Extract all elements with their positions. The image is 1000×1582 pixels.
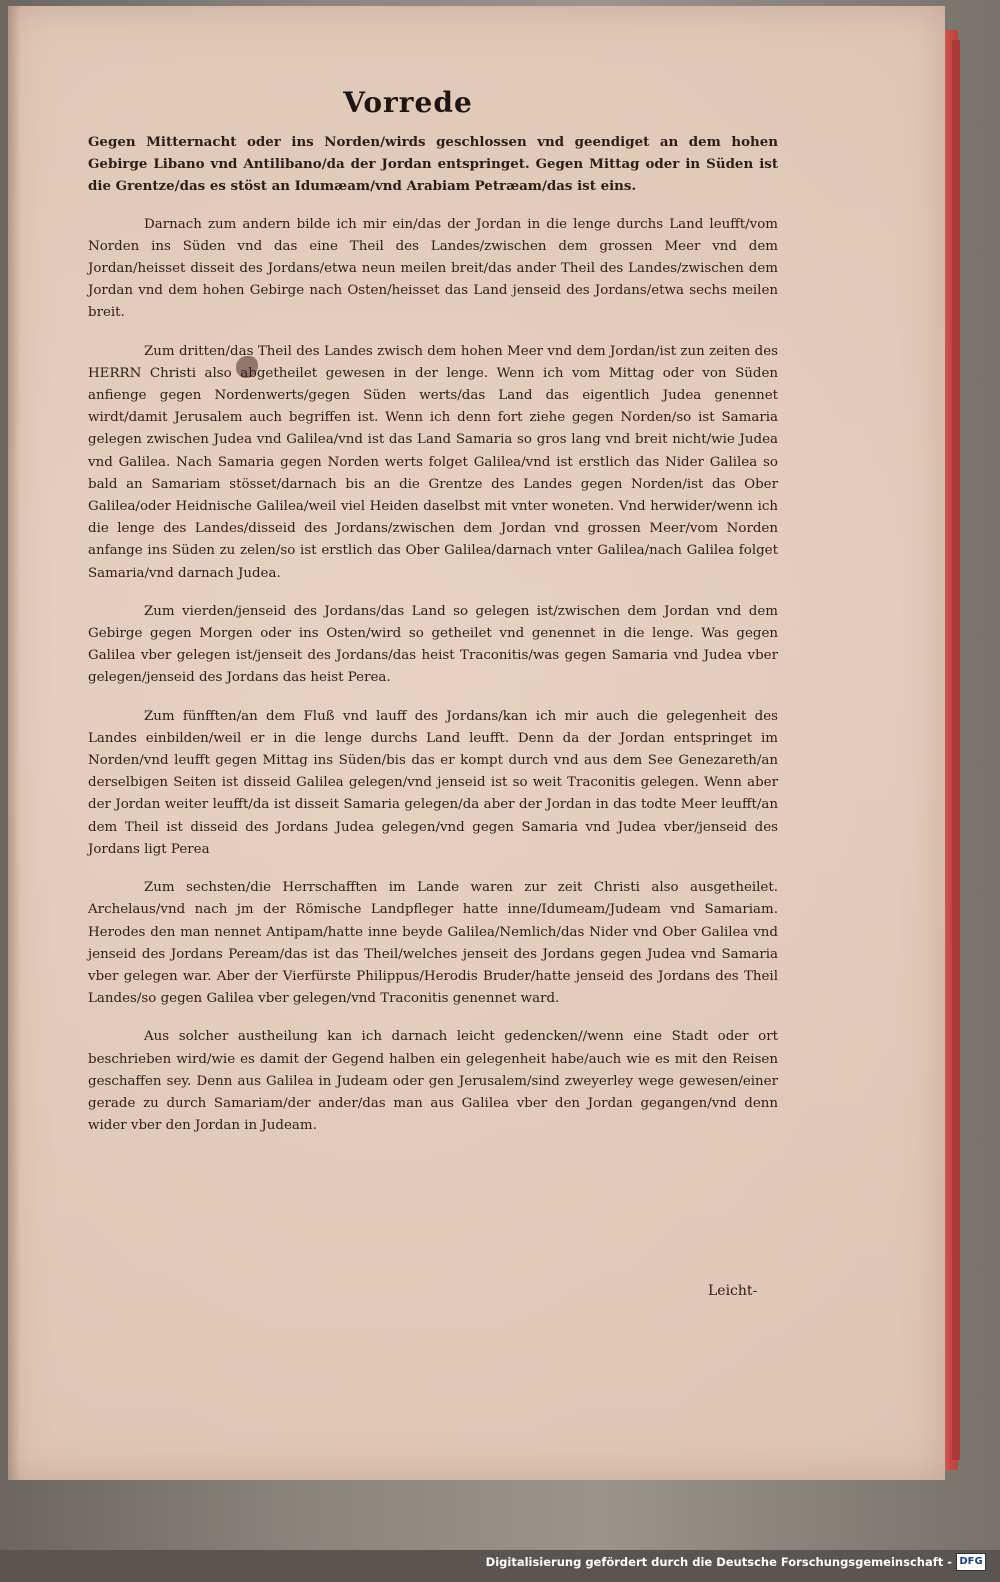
paragraph-fifth: Zum fünfften/an dem Fluß vnd lauff des Jordans/kan ich mir auch die gelegenheit des Landes einbilden/weil er in die lenge durchs Land leufft. Denn da der Jordan entspringet im Norden/vnd leufft gegen Mittag ins Süden/bis das er kompt durch vnd aus dem See Genezareth/an derselbigen Seiten ist disseid Galilea gelegen/vnd jenseid ist so weit Traconitis gelegen. Wenn aber der Jordan weiter leufft/da ist disseit Samaria gelegen/da aber der Jordan in das todte Meer leufft/an dem Theil ist disseid des Jordans Judea gelegen/vnd gegen Samaria vnd Judea vber/jenseid des Jordans ligt Perea (88, 708, 778, 857)
page-body (88, 131, 778, 1153)
paragraph-sixth: Zum sechsten/die Herrschafften im Lande waren zur zeit Christi also ausgetheilet. Archelaus/vnd nach jm der Römische Landpfleger hatte inne/Idumeam/Judeam vnd Samariam. Herodes den man nennet Antipam/hatte inne beyde Galilea/Nemlich/das Nider vnd Ober Galilea vnd jenseid des Jordans Peream/das ist das Theil/welches jenseit des Jordans gegen Judea vnd Samaria vber gelegen war. Aber der Vierfürste Philippus/Herodis Bruder/hatte jenseid des Jordans des Theil Landes/so gegen Galilea vber gelegen/vnd Traconitis genennet ward. (88, 880, 778, 1007)
dfg-credit: Digitalisierung gefördert durch die Deutsche Forschungsgemeinschaft - (485, 1555, 952, 1569)
paragraph-intro: Gegen Mitternacht oder ins Norden/wirds geschlossen vnd geendiget an dem hohen Gebirge Libano vnd Antilibano/da der Jordan entspringet. Gegen Mittag oder in Süden ist die Grentze/das es stöst an Idumæam/vnd Arabiam Petræam/das ist eins. (88, 134, 778, 195)
paragraph-second: Darnach zum andern bilde ich mir ein/das der Jordan in die lenge durchs Land leufft/vom Norden ins Süden vnd das eine Theil des Landes/zwischen dem grossen Meer vnd dem Jordan/heisset disseit des Jordans/etwa neun meilen breit/das ander Theil des Landes/zwischen dem Jordan vnd dem hohen Gebirge nach Osten/heisset das Land jenseid des Jordans/etwa sechs meilen breit. (88, 216, 778, 321)
paragraph-third: Zum dritten/das Theil des Landes zwisch dem hohen Meer vnd dem Jordan/ist zun zeiten des HERRN Christi also abgetheilet gewesen in der lenge. Wenn ich vom Mittag oder von Süden anfienge gegen Nordenwerts/gegen Süden werts/das Land das eigentlich Judea genennet wirdt/damit Jerusalem auch begriffen ist. Wenn ich denn fort ziehe gegen Norden/so ist Samaria gelegen zwischen Judea vnd Galilea/vnd ist das Land Samaria so gros lang vnd breit nicht/wie Judea vnd Galilea. Nach Samaria gegen Norden werts folget Galilea/vnd ist erstlich das Nider Galilea so bald an Samariam stösset/darnach bis an die Grentze des Landes gegen Norden/ist das Ober Galilea/oder Heidnische Galilea/weil viel Heiden daselbst mit vnter woneten. Vnd herwider/wenn ich die lenge des Landes/disseid des Jordans/zwischen dem Jordan vnd grossen Meer/vom Norden anfange ins Süden zu zelen/so ist erstlich das Ober Galilea/darnach vnter Galilea/nach Galilea folget Samaria/vnd darnach Judea. (88, 343, 778, 581)
page-title: Vorrede (343, 86, 473, 119)
paragraph-seventh: Aus solcher austheilung kan ich darnach leicht gedencken//wenn eine Stadt oder ort beschrieben wird/wie es damit der Gegend halben ein gelegenheit habe/auch wie es mit den Reisen geschaffen sey. Denn aus Galilea in Judeam oder gen Jerusalem/sind zweyerley wege gewesen/einer gerade zu durch Samariam/der ander/das man aus Galilea vber den Jordan gegangen/vnd denn wider vber den Jordan in Judeam. (88, 1029, 778, 1134)
catchword: Leicht- (708, 1283, 758, 1299)
page-edge-shadow (952, 40, 960, 1460)
dfg-logo-icon: DFG (956, 1553, 986, 1571)
book-page (8, 6, 945, 1480)
paragraph-fourth: Zum vierden/jenseid des Jordans/das Land so gelegen ist/zwischen dem Jordan vnd dem Gebirge gegen Morgen oder ins Osten/wird so getheilet vnd genennet in die lenge. Was gegen Galilea vber gelegen ist/jenseit des Jordans/das heist Traconitis/was gegen Samaria vnd Judea vber gelegen/jenseid des Jordans das heist Perea. (88, 603, 778, 686)
